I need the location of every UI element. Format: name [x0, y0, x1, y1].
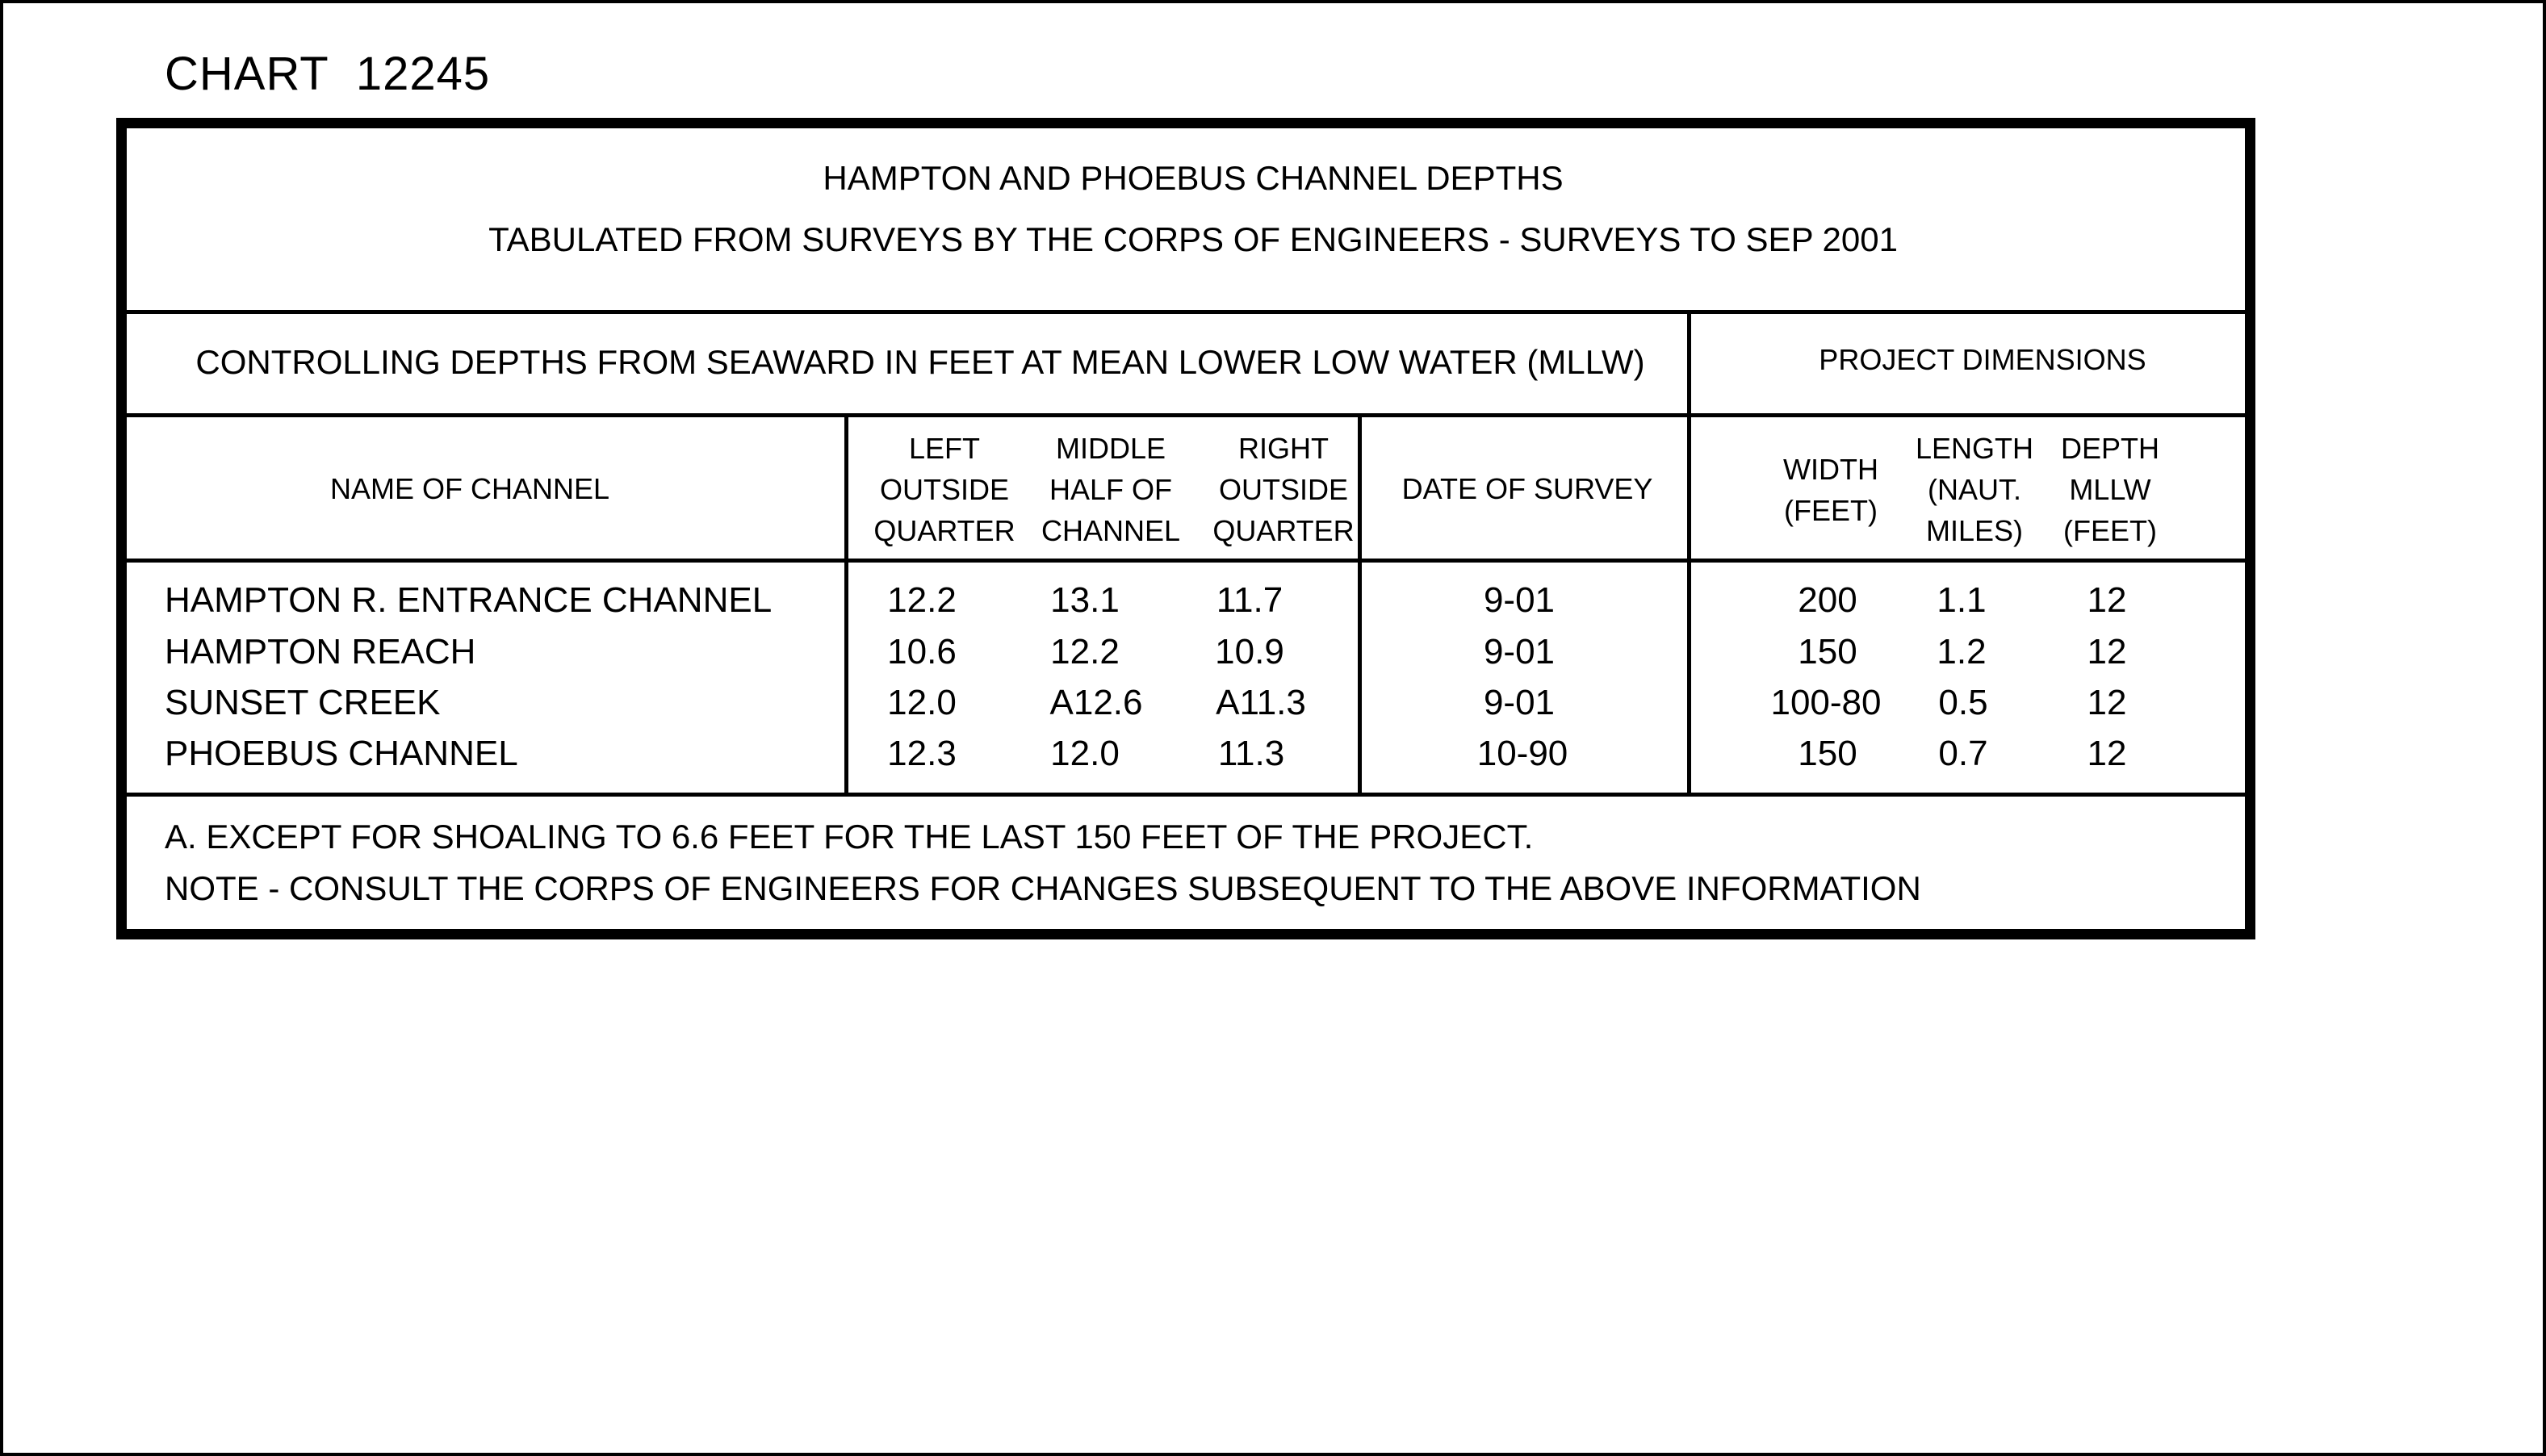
header-depth-line1: DEPTH	[2060, 432, 2160, 465]
header-right-outside-quarter	[1212, 428, 1354, 551]
survey-date: 9-01	[1483, 580, 1556, 620]
channel-name: HAMPTON REACH	[165, 632, 476, 672]
header-right-line3: QUARTER	[1212, 514, 1355, 547]
survey-date: 9-01	[1483, 683, 1556, 722]
middle-half-depth: 12.2	[1050, 632, 1120, 672]
right-quarter-depth: 11.3	[1217, 734, 1285, 773]
table-title: HAMPTON AND PHOEBUS CHANNEL DEPTHS	[823, 159, 1564, 197]
header-left-line3: QUARTER	[873, 514, 1015, 547]
project-depth: 12	[2087, 632, 2127, 672]
table-subtitle: TABULATED FROM SURVEYS BY THE CORPS OF ENGINEERS - SURVEYS TO SEP 2001	[488, 220, 1898, 258]
project-width: 150	[1798, 734, 1857, 773]
header-right-line1: RIGHT	[1237, 432, 1329, 465]
survey-date: 10-90	[1476, 734, 1568, 773]
rule-below-section-headers	[123, 413, 2249, 417]
project-length: 0.7	[1938, 734, 1988, 773]
divider-name-depths	[844, 415, 848, 794]
project-depth: 12	[2087, 683, 2127, 722]
rule-above-notes	[123, 793, 2249, 797]
left-quarter-depth: 10.6	[887, 632, 957, 672]
note-consult-corps: NOTE - CONSULT THE CORPS OF ENGINEERS FOR CHANGES SUBSEQUENT TO THE ABOVE INFORMATION	[165, 869, 1921, 907]
header-depth	[2061, 428, 2159, 551]
project-depth: 12	[2087, 580, 2127, 620]
right-quarter-depth: A11.3	[1216, 683, 1306, 722]
channel-name: PHOEBUS CHANNEL	[165, 734, 518, 773]
header-name-of-channel: NAME OF CHANNEL	[329, 472, 610, 505]
project-length: 0.5	[1938, 683, 1988, 722]
middle-half-depth: A12.6	[1049, 683, 1143, 722]
header-middle-line3: CHANNEL	[1041, 514, 1181, 547]
rule-below-column-headers	[123, 559, 2249, 563]
middle-half-depth: 13.1	[1050, 580, 1120, 620]
header-length-line2: (NAUT.	[1928, 473, 2021, 506]
header-date-of-survey: DATE OF SURVEY	[1401, 472, 1653, 505]
header-length	[1916, 428, 2033, 551]
project-length: 1.1	[1937, 580, 1987, 620]
header-left-line2: OUTSIDE	[879, 473, 1010, 506]
project-width: 200	[1798, 580, 1857, 620]
left-quarter-depth: 12.2	[887, 580, 957, 620]
header-depth-line3: (FEET)	[2063, 514, 2157, 547]
footnote-a: A. EXCEPT FOR SHOALING TO 6.6 FEET FOR THE LAST 150 FEET OF THE PROJECT.	[165, 818, 1534, 856]
survey-date: 9-01	[1483, 632, 1556, 672]
header-left-line1: LEFT	[908, 432, 981, 465]
header-length-line3: MILES)	[1925, 514, 2024, 547]
project-length: 1.2	[1937, 632, 1987, 672]
header-right-line2: OUTSIDE	[1218, 473, 1349, 506]
header-middle-half-of-channel	[1041, 428, 1180, 551]
middle-half-depth: 12.0	[1050, 734, 1120, 773]
divider-controlling-project	[1687, 312, 1691, 794]
header-length-line1: LENGTH	[1915, 432, 2034, 465]
right-quarter-depth: 11.7	[1216, 580, 1283, 620]
header-middle-line2: HALF OF	[1049, 473, 1173, 506]
header-depth-line2: MLLW	[2069, 473, 2151, 506]
left-quarter-depth: 12.3	[887, 734, 957, 773]
chart-number: CHART 12245	[165, 48, 491, 100]
divider-depths-date	[1358, 415, 1362, 794]
header-width-line2: (FEET)	[1784, 494, 1878, 527]
project-width: 100-80	[1770, 683, 1882, 722]
header-left-outside-quarter	[873, 428, 1015, 551]
channel-name: SUNSET CREEK	[165, 683, 441, 722]
channel-name: HAMPTON R. ENTRANCE CHANNEL	[165, 580, 773, 620]
rule-below-title	[123, 310, 2249, 314]
header-width-line1: WIDTH	[1783, 453, 1878, 486]
header-width	[1783, 449, 1878, 531]
left-quarter-depth: 12.0	[887, 683, 957, 722]
right-quarter-depth: 10.9	[1215, 632, 1284, 672]
controlling-depths-header: CONTROLLING DEPTHS FROM SEAWARD IN FEET AT MEAN LOWER LOW WATER (MLLW)	[195, 343, 1645, 381]
project-dimensions-header: PROJECT DIMENSIONS	[1819, 343, 2146, 376]
project-width: 150	[1798, 632, 1857, 672]
header-middle-line1: MIDDLE	[1055, 432, 1166, 465]
project-depth: 12	[2087, 734, 2127, 773]
